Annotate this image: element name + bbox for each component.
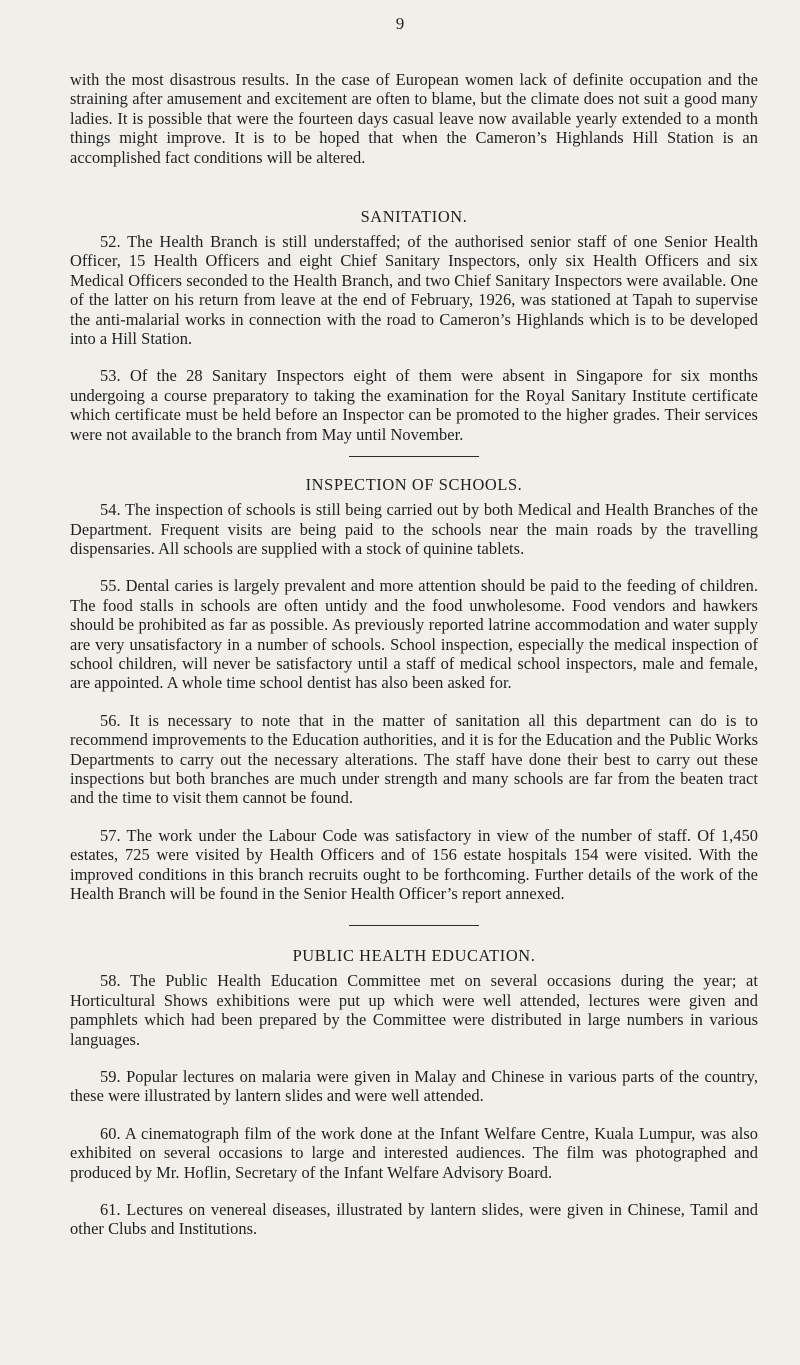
paragraph-60: 60. A cinematograph film of the work done at the Infant Welfare Centre, Kuala Lumpur, was also exhibited on several occasions to large and interested audiences. The film was photographed and produced by Mr. Hoflin, Secretary of the Infant Welfare Advisory Board. — [70, 1123, 758, 1182]
paragraph-59: 59. Popular lectures on malaria were given in Malay and Chinese in various parts of the country, these were illustrated by lantern slides and were well attended. — [70, 1067, 758, 1106]
paragraph-58: 58. The Public Health Education Committee met on several occasions during the year; at Horticultural Shows exhibitions were put up which were well attended, lectures were given and pamphlets which had been prepared by the Committee were distributed in large numbers in various languages. — [70, 971, 758, 1049]
paragraph-61: 61. Lectures on venereal diseases, illustrated by lantern slides, were given in Chinese, Tamil and other Clubs and Institutions. — [70, 1200, 758, 1239]
paragraph-56: 56. It is necessary to note that in the matter of sanitation all this department can do is to recommend improvements to the Education authorities, and it is for the Education and the Public Works Departments to carry out the necessary alterations. The staff have done their best to carry out these inspections but both branches are much under strength and many schools are far from the beaten tract and the time to visit them cannot be found. — [70, 710, 758, 808]
paragraph-57: 57. The work under the Labour Code was satisfactory in view of the number of staff. Of 1,450 estates, 725 were visited by Health Officers and of 156 estate hospitals 154 were visited. With the improved conditions in this branch recruits ought to be forthcoming. Further details of the work of the Health Branch will be found in the Senior Health Officer’s report annexed. — [70, 825, 758, 903]
section-heading-inspection-of-schools: INSPECTION OF SCHOOLS. — [305, 475, 523, 495]
paragraph-52: 52. The Health Branch is still understaffed; of the authorised senior staff of one Senior Health Officer, 15 Health Officers and eight Chief Sanitary Inspectors, only six Health Officers and six Medical Officers seconded to the Health Branch, and two Chief Sanitary Inspectors were available. One of the latter on his return from leave at the end of February, 1926, was stationed at Tapah to supervise the anti-malarial works in connection with the road to Cameron’s Highlands which is to be developed into a Hill Station. — [70, 232, 758, 349]
page-number: 9 — [395, 14, 405, 33]
section-heading-public-health-education: PUBLIC HEALTH EDUCATION. — [292, 946, 536, 966]
paragraph-54: 54. The inspection of schools is still being carried out by both Medical and Health Branches of the Department. Frequent visits are being paid to the schools near the main roads by the travelling dispensaries. All schools are supplied with a stock of quinine tablets. — [70, 500, 758, 558]
section-heading-sanitation: SANITATION. — [360, 207, 468, 227]
paragraph-55: 55. Dental caries is largely prevalent and more attention should be paid to the feeding of children. The food stalls in schools are often untidy and the food unwholesome. Food vendors and hawkers should be prohibited as far as possible. As previously reported latrine accommodation and water supply are very unsatisfactory in a number of schools. School inspection, especially the medical inspection of school children, will never be satisfactory until a staff of medical school inspectors, male and female, are appointed. A whole time school dentist has also been asked for. — [70, 576, 758, 693]
page-body — [70, 70, 758, 1239]
paragraph-53: 53. Of the 28 Sanitary Inspectors eight of them were absent in Singapore for six months undergoing a course preparatory to taking the examination for the Royal Sanitary Institute certificate which certificate must be held before an Inspector can be promoted to the higher grades. Their services were not available to the branch from May until November. — [70, 366, 758, 444]
intro-paragraph: with the most disastrous results. In the case of European women lack of definite occupation and the straining after amusement and excitement are often to blame, but the climate does not suit a good many ladies. It is possible that were the fourteen days casual leave now available yearly extended to a month things might improve. It is to be hoped that when the Cameron’s Highlands Hill Station is an accomplished fact conditions will be altered. — [70, 70, 758, 167]
